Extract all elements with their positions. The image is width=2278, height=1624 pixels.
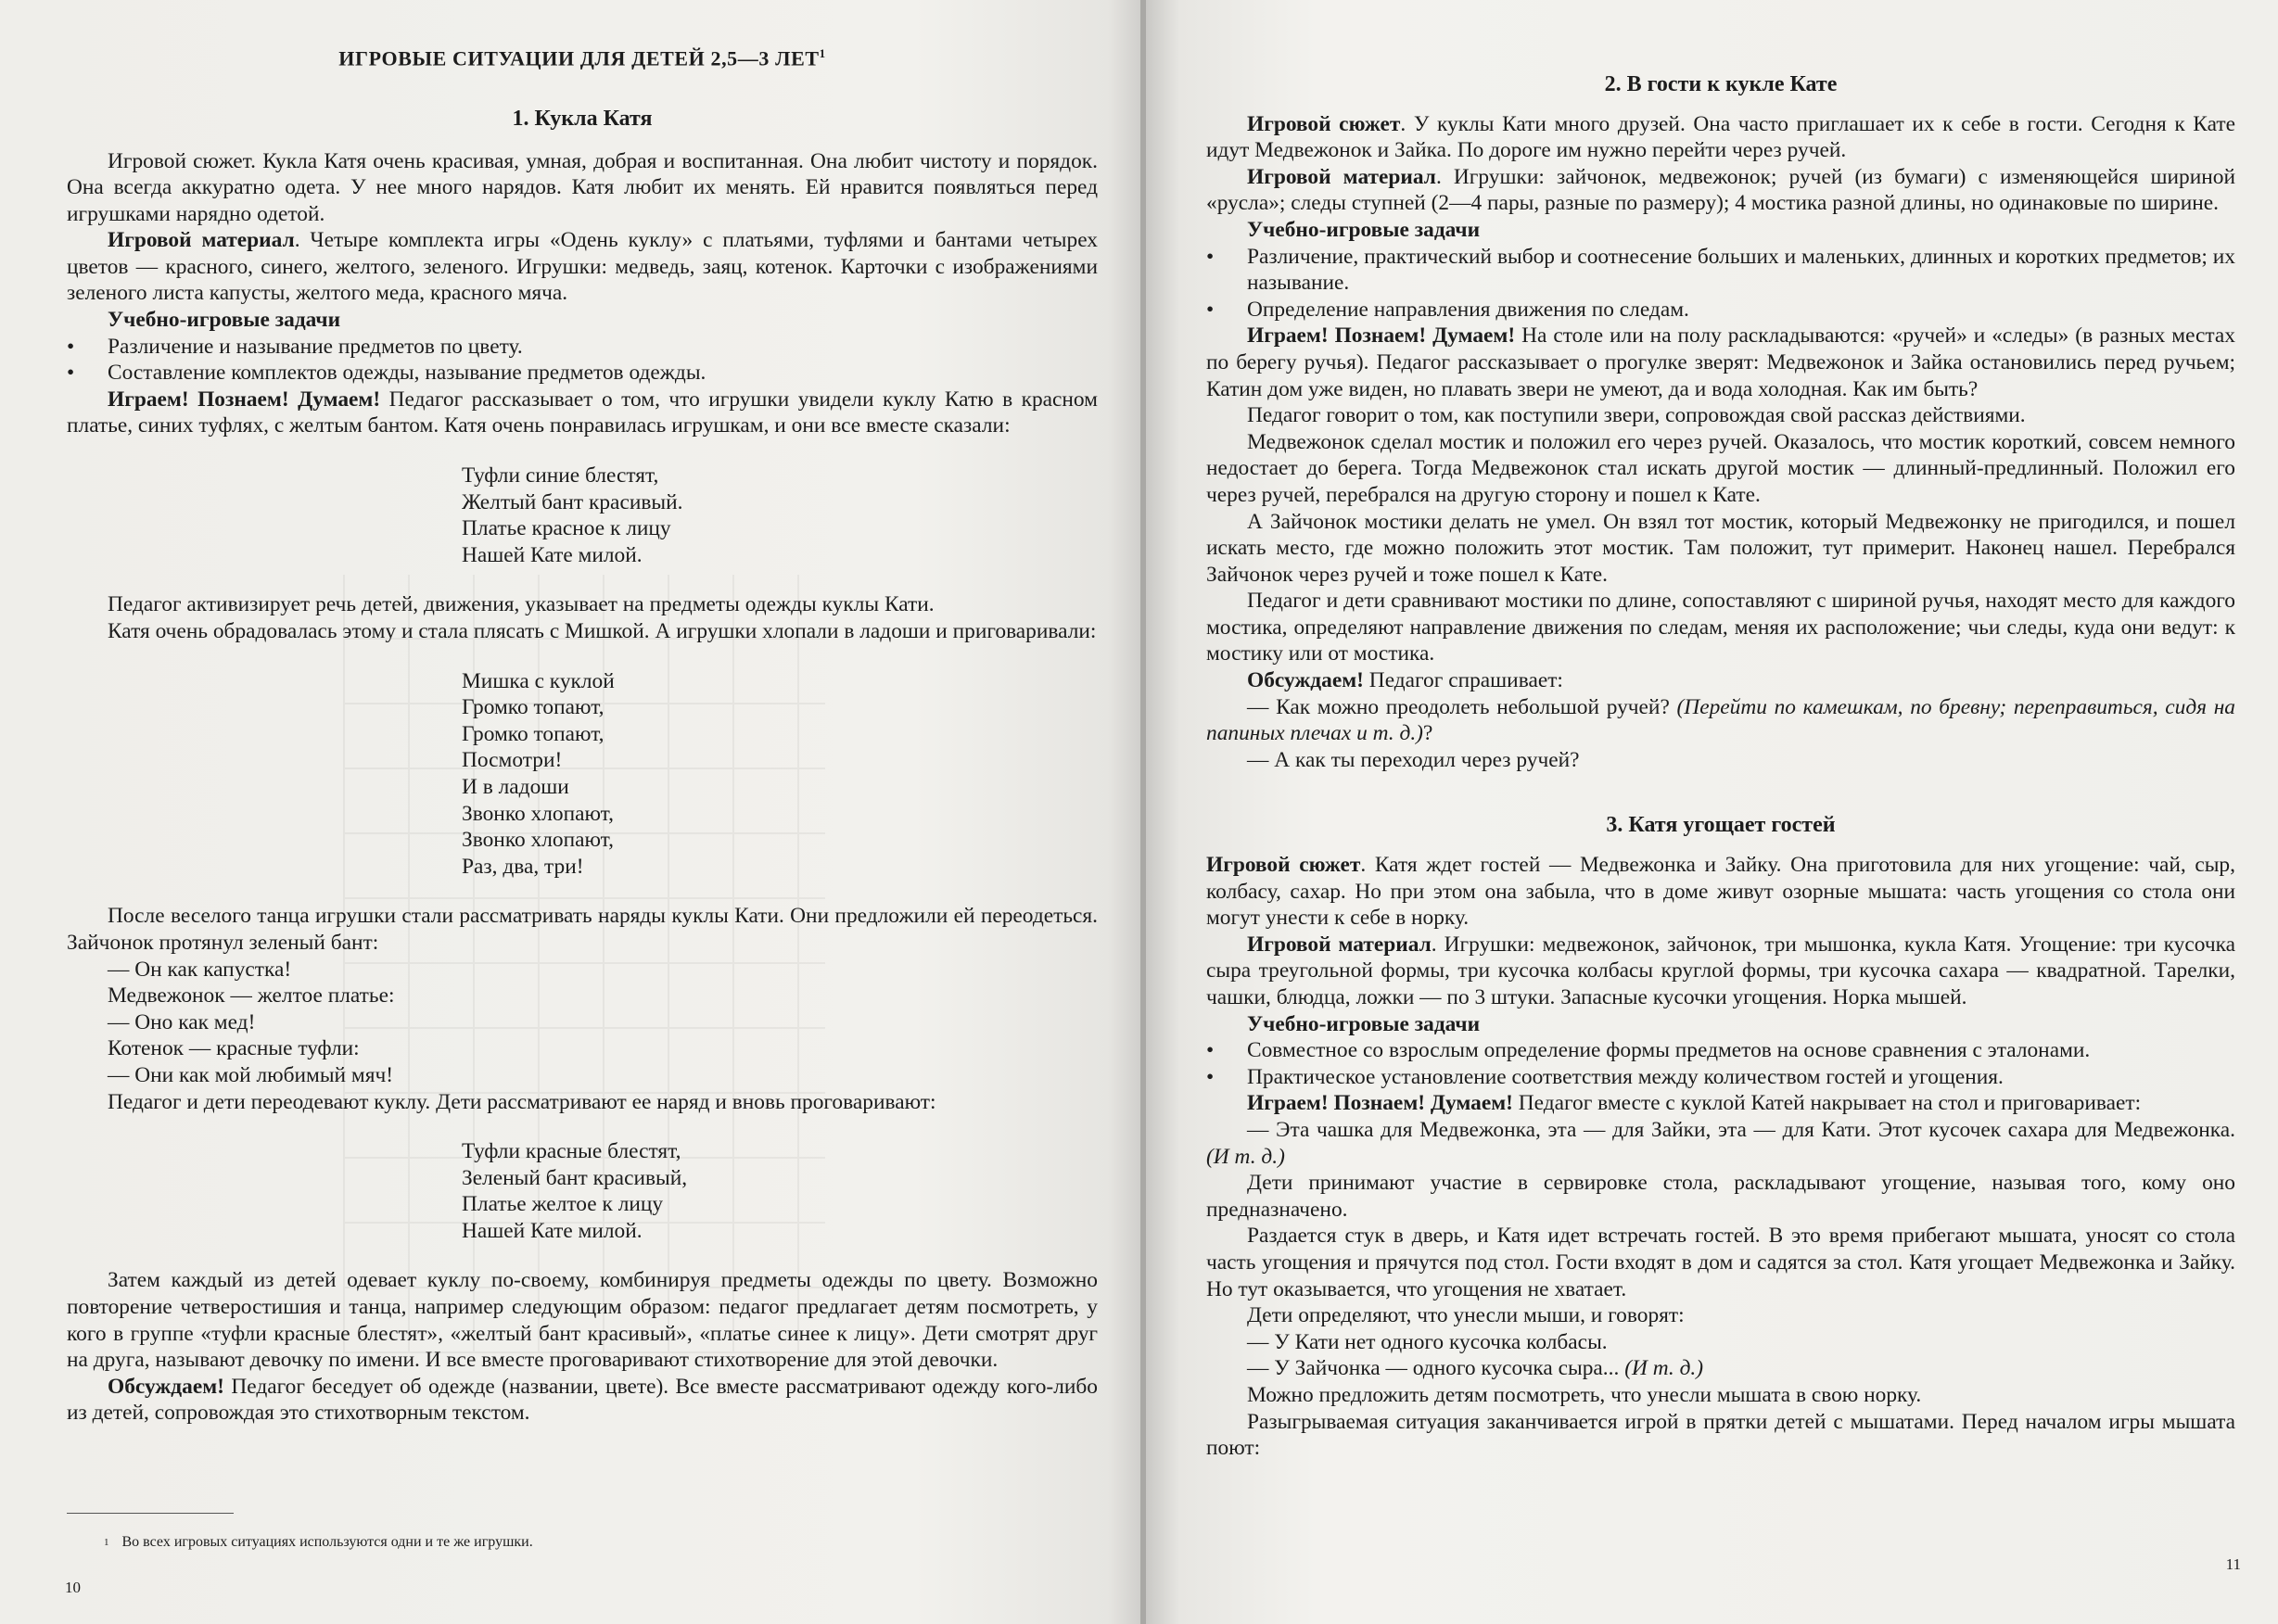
verse-line: Туфли синие блестят, — [462, 463, 659, 488]
verse-line: Желтый бант красивый. — [462, 489, 683, 514]
right-page-text — [1206, 71, 2235, 1462]
paragraph: Затем каждый из детей одевает куклу по-своему, комбинируя предметы одежды по цвету. Возможно повторение четверостишия и танца, например следующим образом: педагог предлагает детям посмотреть, у кого в группе «туфли красные блестят», «желтый бант красивый», «платье синее к лицу». Дети смотрят друг на друга, называют девочку по имени. И все вместе проговаривают стихотворение для этой девочки. — [67, 1268, 1098, 1373]
dialogue-line: — Эта чашка для Медвежонка, эта — для Зайки, эта — для Кати. Этот кусочек сахара для Медвежонка. (И т. д.) — [1206, 1117, 2235, 1169]
bullet: • — [1206, 1064, 1215, 1089]
verse-2 — [67, 668, 1098, 881]
paragraph-material: Игровой материал. Игрушки: зайчонок, медвежонок; ручей (из бумаги) с изменяющейся шириной «русла»; следы ступней (2—4 пары, разные по размеру); 4 мостика разной длины, но одинаковые по ширине. — [1206, 164, 2235, 216]
bullet: • — [1206, 297, 1215, 322]
paragraph: Катя очень обрадовалась этому и стала плясать с Мишкой. А игрушки хлопали в ладоши и приговаривали: — [108, 619, 1097, 644]
paragraph-plot: Игровой сюжет. Катя ждет гостей — Медвежонка и Зайку. Она приготовила для них угощение: чай, сыр, колбасу, сахар. Но при этом она забыла, что в доме живут озорные мышата: часть угощения со стола они могут унести к себе в норку. — [1206, 853, 2235, 931]
paragraph: Педагог активизирует речь детей, движения, указывает на предметы одежды куклы Кати. — [108, 592, 935, 617]
section-title-1: 1. Кукла Катя — [512, 106, 653, 131]
section-title-2: 2. В гости к кукле Кате — [1604, 72, 1838, 96]
footnote-mark: 1 — [819, 46, 826, 60]
verse-line: И в ладоши — [462, 774, 569, 799]
verse-line: Платье желтое к лицу — [462, 1192, 664, 1217]
verse-line: Туфли красные блестят, — [462, 1139, 681, 1164]
footnote-rule — [67, 1513, 234, 1514]
bullet: • — [1206, 244, 1215, 269]
verse-1 — [67, 463, 1098, 568]
right-page — [1146, 0, 2278, 1624]
paragraph-play: Играем! Познаем! Думаем! Педагог рассказывает о том, что игрушки увидели куклу Катю в красном платье, синих туфлях, с желтым бантом. Катя очень понравилась игрушкам, и они все вместе сказали: — [67, 387, 1098, 438]
paragraph-plot: Игровой сюжет. Кукла Катя очень красивая, умная, добрая и воспитанная. Она любит чистоту и порядок. Она всегда аккуратно одета. У нее много нарядов. Катя любит их менять. Ей нравится появляться перед игрушками нарядно одетой. — [67, 148, 1098, 226]
verse-3 — [67, 1138, 1098, 1244]
paragraph-play: Играем! Познаем! Думаем! На столе или на полу раскладываются: «ручей» и «следы» (в разных местах по берегу ручья). Педагог рассказывает о прогулке зверят: Медвежонок и Зайка остановились перед ручьем; Катин дом уже виден, но плавать звери не умеют, да и вода холодная. Как им быть? — [1206, 324, 2236, 401]
task-item: • Составление комплектов одежды, называние предметов одежды. — [67, 361, 706, 386]
bullet: • — [1206, 1038, 1215, 1063]
paragraph: После веселого танца игрушки стали рассматривать наряды куклы Кати. Они предложили ей переодеться. Зайчонок протянул зеленый бант: — [67, 904, 1098, 955]
verse-line: Платье красное к лицу — [462, 516, 671, 541]
chapter-title: ИГРОВЫЕ СИТУАЦИИ ДЛЯ ДЕТЕЙ 2,5—3 ЛЕТ$^1$ — [338, 46, 826, 70]
dialogue-line: — А как ты переходил через ручей? — [1247, 747, 1580, 772]
paragraph: Можно предложить детям посмотреть, что унесли мышата в свою норку. — [1247, 1382, 1922, 1407]
paragraph-discuss: Обсуждаем! Педагог беседует об одежде (названии, цвете). Все вместе рассматривают одежду кого-либо из детей, сопровождая это стихотворным текстом. — [67, 1374, 1098, 1426]
paragraph: Медвежонок сделал мостик и положил его через ручей. Оказалось, что мостик короткий, совсем немного недостает до берега. Тогда Медвежонок стал искать другой мостик — длинный-предлинный. Положил его через ручей, перебрался на другую сторону и пошел к Кате. — [1206, 429, 2235, 507]
tasks-heading: Учебно-игровые задачи — [108, 308, 341, 333]
verse-line: Нашей Кате милой. — [462, 542, 643, 567]
footnote-number: 1 — [104, 1537, 109, 1548]
paragraph-material: Игровой материал. Четыре комплекта игры «Одень куклу» с платьями, туфлями и бантами четырех цветов — красного, синего, желтого, зеленого. Игрушки: медведь, заяц, котенок. Карточки с изображениями зеленого листа капусты, желтого меда, красного мяча. — [67, 228, 1098, 306]
dialogue-line: — Они как мой любимый мяч! — [108, 1062, 394, 1087]
verse-line: Зеленый бант красивый, — [462, 1165, 688, 1190]
paragraph: Дети принимают участие в сервировке стола, раскладывают угощение, называя того, кому оно предназначено. — [1206, 1171, 2235, 1222]
task-item: • Различение, практический выбор и соотнесение больших и маленьких, длинных и коротких предметов; их называние. — [1206, 244, 2235, 296]
verse-line: Громко топают, — [462, 695, 604, 720]
paragraph: Педагог говорит о том, как поступили звери, сопровождая свой рассказ действиями. — [1247, 403, 2026, 428]
dialogue-line: — У Зайчонка — одного кусочка сыра... (И т. д.) — [1247, 1356, 1704, 1381]
paragraph: Раздается стук в дверь, и Катя идет встречать гостей. В это время прибегают мышата, уносят со стола часть угощения и прячутся под стол. Гости входят в дом и садятся за стол. Катя угощает Медвежонка и Зайку. Но тут оказывается, что угощения не хватает. — [1206, 1224, 2235, 1301]
verse-line: Мишка с куклой — [462, 668, 615, 693]
verse-line: Звонко хлопают, — [462, 828, 614, 853]
page-number-right: 11 — [2225, 1555, 2241, 1573]
section-title-3: 3. Катя угощает гостей — [1606, 813, 1836, 838]
dialogue-line: Медвежонок — желтое платье: — [108, 983, 395, 1009]
verse-line: Звонко хлопают, — [462, 801, 614, 826]
page-number-left: 10 — [65, 1579, 81, 1596]
task-item: • Практическое установление соответствия между количеством гостей и угощения. — [1206, 1064, 2004, 1089]
paragraph: Дети определяют, что унесли мыши, и говорят: — [1247, 1303, 1685, 1328]
tasks-heading: Учебно-игровые задачи — [1247, 1011, 1481, 1036]
paragraph-plot: Игровой сюжет. У куклы Кати много друзей. Она часто приглашает их к себе в гости. Сегодня к Кате идут Медвежонок и Зайка. По дороге им нужно перейти через ручей. — [1206, 111, 2235, 163]
task-item: • Совместное со взрослым определение формы предметов на основе сравнения с эталонами. — [1206, 1038, 2091, 1063]
dialogue-line: — Как можно преодолеть небольшой ручей? (Перейти по камешкам, по бревну; переправиться, сидя на папиных плечах и т. д.)? — [1206, 694, 2235, 746]
verse-line: Посмотри! — [462, 748, 563, 773]
left-page-text — [67, 41, 1098, 1427]
verse-line: Раз, два, три! — [462, 854, 584, 879]
dialogue-line: — Оно как мед! — [108, 1009, 256, 1034]
tasks-heading: Учебно-игровые задачи — [1247, 217, 1481, 242]
dialogue-line: Котенок — красные туфли: — [108, 1036, 360, 1061]
paragraph: А Зайчонок мостики делать не умел. Он взял тот мостик, который Медвежонку не пригодился, и пошел искать место, где можно положить этот мостик. Там положит, тут примерит. Наконец нашел. Перебрался Зайчонок через ручей и тоже пошел к Кате. — [1206, 509, 2235, 587]
task-item: • Определение направления движения по следам. — [1206, 297, 1689, 322]
paragraph: Педагог и дети переодевают куклу. Дети рассматривают ее наряд и вновь проговаривают: — [108, 1089, 936, 1114]
verse-line: Громко топают, — [462, 721, 604, 746]
footnote-text: Во всех игровых ситуациях используются одни и те же игрушки. — [121, 1534, 533, 1550]
task-item: • Различение и называние предметов по цвету. — [67, 334, 523, 359]
dialogue-line: — Он как капустка! — [108, 957, 292, 982]
bullet: • — [67, 361, 75, 386]
paragraph: Разыгрываемая ситуация заканчивается игрой в прятки детей с мышатами. Перед началом игры мышата поют: — [1206, 1409, 2235, 1461]
paragraph-play: Играем! Познаем! Думаем! Педагог вместе с куклой Катей накрывает на стол и приговаривает: — [1247, 1091, 2142, 1116]
bullet: • — [67, 334, 75, 359]
paragraph-discuss: Обсуждаем! Педагог спрашивает: — [1247, 668, 1563, 693]
footnote — [67, 1533, 994, 1552]
verse-line: Нашей Кате милой. — [462, 1218, 643, 1243]
dialogue-line: — У Кати нет одного кусочка колбасы. — [1247, 1329, 1608, 1354]
paragraph-material: Игровой материал. Игрушки: медвежонок, зайчонок, три мышонка, кукла Катя. Угощение: три кусочка сыра треугольной формы, три кусочка колбасы круглой формы, три кусочка сахара — квадратной. Тарелки, чашки, блюдца, ложки — по 3 штуки. Запасные кусочки угощения. Норка мышей. — [1206, 932, 2235, 1009]
paragraph: Педагог и дети сравнивают мостики по длине, сопоставляют с шириной ручья, находят место для каждого мостика, определяют направление движения по следам, меняя их расположение; чьи следы, куда они ведут: к мостику или от мостика. — [1206, 589, 2235, 666]
